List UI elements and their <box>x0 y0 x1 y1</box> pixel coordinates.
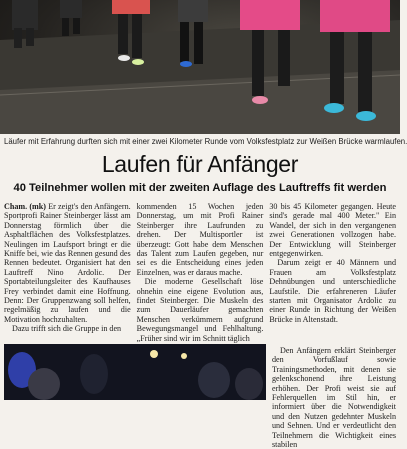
article-column-1 <box>4 202 131 346</box>
runners-photo-art <box>0 0 400 134</box>
group-photo-art <box>4 344 266 400</box>
article-paragraph <box>4 202 131 324</box>
article-paragraph: Die moderne Gesellschaft löse ohnehin eine eigene Evolution aus, findet Steinberger. Die Muskeln des zum Dauerläufer gemachten Menschen verkümmern aufgrund Bewegungsmangel und Fehlhaltung. „Früher sind wir im Schnitt täglich <box>136 277 264 343</box>
article-subheadline: 40 Teilnehmer wollen mit der zweiten Auflage des Lauftreffs fit werden <box>13 182 387 194</box>
article-column-3-continued <box>272 346 396 449</box>
article-paragraph: Den Anfängern erklärt Steinberger den Vorfußlauf sowie Trainingsmethoden, mit denen sie gelenkschonend ihre Leistung erhöhen. Der Profi weist sie auf Fehlerquellen im Stil hin, er informiert über die Notwendigkeit und den Nutzen gedehnter Muskeln und Sehnen. Und er verdeutlicht den Teilnehmern die Wichtigkeit eines stabilen <box>272 346 396 449</box>
group-photo <box>4 344 266 400</box>
photo-caption: Läufer mit Erfahrung durften sich mit einer zwei Kilometer Runde vom Volksfestplatz zur Weißen Brücke warmlaufen. <box>4 137 407 146</box>
article-paragraph: 30 bis 45 Kilometer gegangen. Heute sind's gerade mal 400 Meter." Ein Wandel, der sich in den vergangenen zwei Generationen vollzogen habe. Der Entwicklung will Steinberger entgegenwirken. <box>269 202 397 259</box>
paragraph-text: Er zeigt's den Anfängern. Sportprofi Rainer Steinberger lässt am Donnerstag förmlich über die Asphaltflächen des Volksfestplatzes. Neulingen im Laufsport bringt er die Kniffe bei, wie das Rennen gesund des Rennen bedeutet. Organisiert hat den Lauftreff Nino Ardolic. Der Sportabteilungsleiter des Kaufhauses Frey verbindet damit eine Hoffnung. Denn: Der Gruppenzwang soll helfen, regelmäßig zu laufen und die Motivation hochzuhalten. <box>4 202 131 324</box>
dateline: Cham. (mk) <box>4 202 46 211</box>
article-column-3 <box>269 202 396 346</box>
article-paragraph: kommenden 15 Wochen jeden Donnerstag, um mit Profi Rainer Steinberger ihre Laufrunden zu drehen. Der Multisportler ist überzeugt: Gott habe dem Menschen das Talent zum Laufen gegeben, nur sei es die Entscheidung eines jeden Einzelnen, was er daraus mache. <box>136 202 264 277</box>
article-column-2 <box>137 202 264 346</box>
article-columns <box>4 202 396 346</box>
article-paragraph: Dazu trifft sich die Gruppe in den <box>12 324 122 334</box>
runner-dark <box>60 0 82 36</box>
runners-photo <box>0 0 400 134</box>
article-paragraph: Darum zeigt er 40 Männern und Frauen am Volksfestplatz Dehnübungen und unterschiedliche Laufstile. Die erfahreneren Läufer starten mit Organisator Ardolic zu einer Runde in Richtung der Weißen Brücke in Altenstadt. <box>269 258 397 324</box>
article-headline: Laufen für Anfänger <box>101 151 299 177</box>
